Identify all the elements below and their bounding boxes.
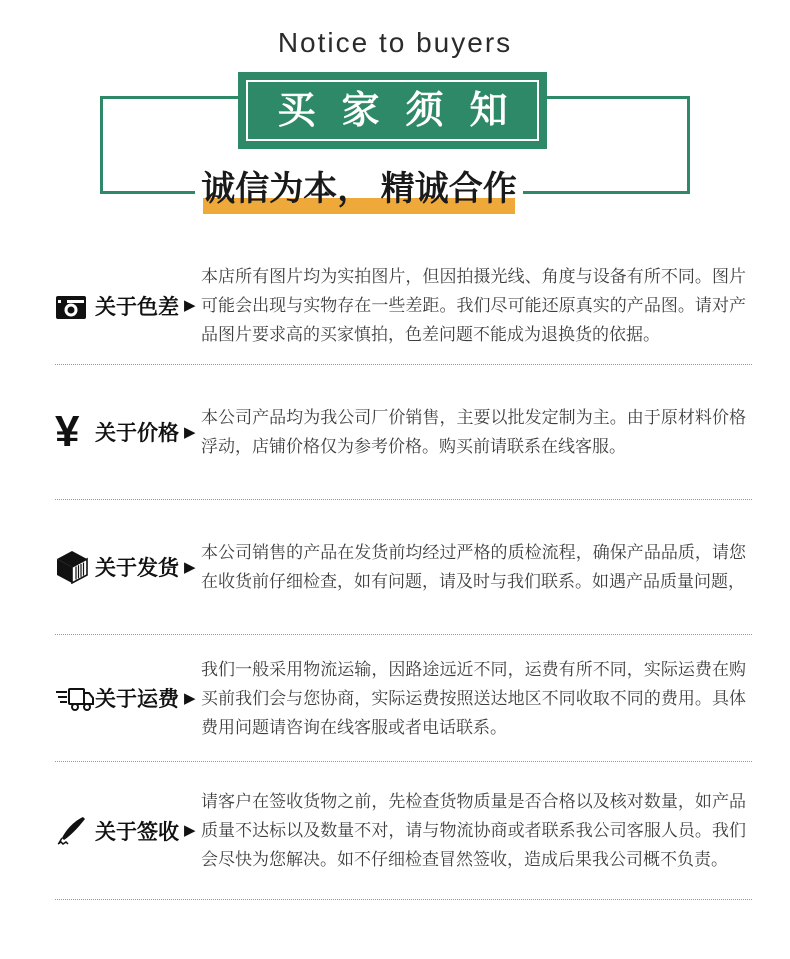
- section-text: 请客户在签收货物之前，先检查货物质量是否合格以及核对数量，如产品质量不达标以及数量不对，请与物流协商或者联系我公司客服人员。我们会尽快为您解决。如不仔细检查冒然签收，造成后果我公司概不负责。: [201, 792, 746, 869]
- section-label: 关于发货: [95, 557, 179, 580]
- section-label-row: [95, 683, 201, 713]
- section-label: 关于色差: [95, 295, 179, 319]
- section-text: 本公司销售的产品在发货前均经过严格的质检流程，确保产品品质，请您在收货前仔细检查，如有问题，请及时与我们联系。如遇产品质量问题，: [201, 543, 746, 591]
- section-label: 关于运费: [95, 688, 179, 711]
- section-text: 本店所有图片均为实拍图片，但因拍摄光线、角度与设备有所不同。图片可能会出现与实物存在一些差距。我们尽可能还原真实的产品图。请对产品图片要求高的买家慎拍，色差问题不能成为退换货的依据。: [201, 267, 746, 344]
- section-label-row: [95, 417, 201, 447]
- section-label-row: [95, 291, 201, 321]
- quill-icon: [55, 815, 95, 847]
- header: [0, 0, 790, 247]
- section-label-row: [95, 816, 201, 846]
- arrow-right-icon: ▶: [184, 558, 196, 576]
- section-sign-receipt: [55, 762, 752, 900]
- notice-sections: [55, 247, 752, 900]
- section-label: 关于价格: [95, 422, 179, 445]
- arrow-right-icon: ▶: [184, 689, 196, 707]
- yen-icon: ¥: [55, 407, 80, 456]
- section-label: 关于签收: [95, 820, 179, 844]
- arrow-right-icon: ▶: [184, 297, 196, 314]
- page-title: 买家须知: [277, 89, 534, 132]
- subtitle-english: Notice to buyers: [277, 27, 513, 58]
- arrow-right-icon: ▶: [184, 423, 196, 441]
- section-text: 本公司产品均为我公司厂价销售，主要以批发定制为主。由于原材料价格浮动，店铺价格仅为参考价格。购买前请联系在线客服。: [201, 408, 746, 456]
- package-icon: [55, 550, 95, 584]
- section-text: 我们一般采用物流运输，因路途远近不同，运费有所不同，实际运费在购买前我们会与您协商，实际运费按照送达地区不同收取不同的费用。具体费用问题请咨询在线客服或者电话联系。: [201, 659, 746, 737]
- arrow-right-icon: ▶: [184, 822, 196, 839]
- camera-icon: [55, 292, 95, 320]
- slogan-block: [195, 150, 523, 215]
- section-label-row: [95, 552, 201, 582]
- section-shipping: [55, 500, 752, 635]
- section-freight: [55, 635, 752, 762]
- slogan-text: 诚信为本， 精诚合作: [201, 170, 517, 208]
- truck-icon: [55, 684, 95, 712]
- section-price: [55, 365, 752, 500]
- section-color-difference: [55, 247, 752, 365]
- title-banner: [238, 72, 547, 149]
